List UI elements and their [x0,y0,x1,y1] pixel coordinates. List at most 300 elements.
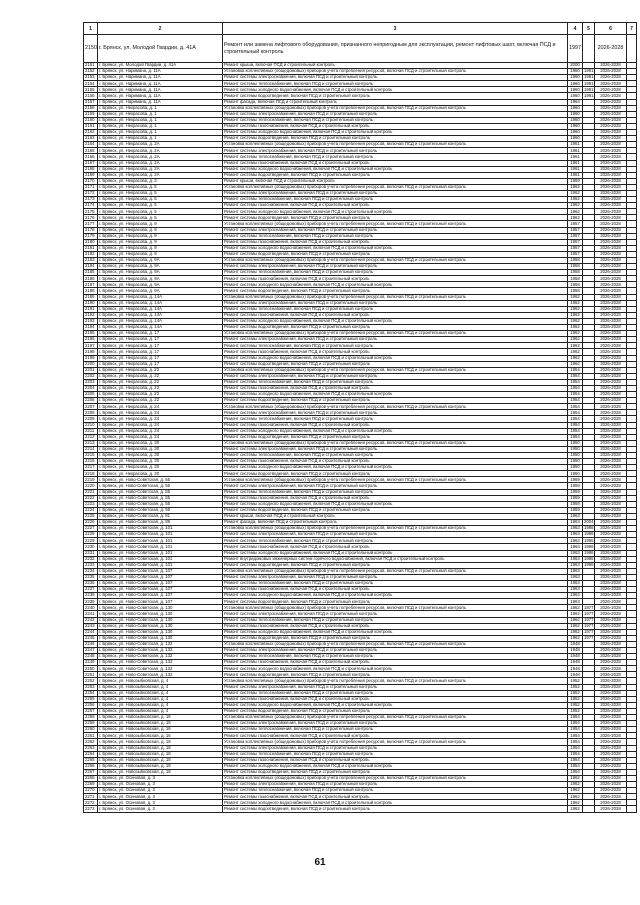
row-number: 2211 [84,428,98,434]
row-work-type: Ремонт системы электроснабжения, включая ПСД и строительный контроль [223,264,568,270]
row-work-type: Установка коллективных (общедомовых) приборов учета потребления ресурсов, включая ПСД и строительный контроль [223,526,568,532]
row-build-year: 1954 [568,721,583,727]
row-build-year: 1948 [568,672,583,678]
row-period: 2026-2028 [595,538,627,544]
row-period: 2026-2028 [595,507,627,513]
row-work-type: Ремонт системы газоснабжения, включая ПСД и строительный контроль [223,544,568,550]
row-period: 2026-2028 [595,367,627,373]
row-number: 2160 [84,117,98,123]
row-number: 2196 [84,337,98,343]
row-address: г. Брянск, ул. Новозыбковская, д. 4 [98,684,223,690]
row-work-type: Ремонт системы теплоснабжения, включая ПСД и строительный контроль [223,117,568,123]
row-build-year: 1958 [568,258,583,264]
row-period: 2026-2028 [595,361,627,367]
row-period: 2026-2028 [595,81,627,87]
row-build-year: 1954 [568,751,583,757]
row-number: 2220 [84,483,98,489]
row-work-type: Ремонт системы газоснабжения, включая ПСД и строительный контроль [223,349,568,355]
row-repair-year: 1977 [584,604,594,610]
row-period: 2026-2028 [595,300,627,306]
row-period: 2026-2028 [595,593,627,599]
row-number: 2253 [84,684,98,690]
row-build-year: 1952 [568,684,583,690]
row-work-type: Ремонт системы газоснабжения, включая ПСД и строительный контроль [223,660,568,666]
row-address: г. Брянск, ул. Ново-Советская, д. 107 [98,574,223,580]
row-number: 2225 [84,513,98,519]
row-build-year: 1950 [568,471,583,477]
row-address: г. Брянск, ул. Некрасова, д. 9А [98,264,223,270]
row-work-type: Ремонт системы теплоснабжения, включая ПСД и строительный контроль [223,489,568,495]
row-period: 2026-2028 [595,690,627,696]
row-work-type: Ремонт системы электроснабжения, включая ПСД и строительный контроль [223,611,568,617]
row-build-year: 1961 [568,166,583,172]
row-build-year: 1954 [568,763,583,769]
row-address: г. Брянск, ул. Некрасова, д. 14А [98,312,223,318]
row-number: 2263 [84,745,98,751]
row-work-type: Ремонт системы водоотведения, включая ПСД и строительный контроль [223,136,568,142]
row-repair-year: 1991 [584,80,594,86]
row-number: 2235 [84,574,98,580]
row-build-year: 1961 [568,172,583,178]
row-work-type: Ремонт системы электроснабжения, включая ПСД и строительный контроль [223,300,568,306]
row-period: 2026-2028 [595,672,627,678]
row-number: 2224 [84,507,98,513]
row-work-type: Ремонт системы холодного водоснабжения, включая ПСД и строительный контроль [223,87,568,93]
row-build-year: 1962 [568,806,583,812]
row-work-type: Ремонт системы теплоснабжения, включая ПСД и строительный контроль [223,727,568,733]
row-address: г. Брянск, ул. Новозыбковская, д. 4 [98,690,223,696]
row-period: 2026-2028 [595,520,627,526]
row-address: г. Брянск, ул. Новозыбковская, д. 18 [98,769,223,775]
row-address: г. Брянск, ул. Молодой Гвардии, д. 41А [98,35,223,63]
row-build-year: 1948 [568,666,583,672]
row-work-type: Ремонт системы теплоснабжения, включая ПСД и строительный контроль [223,197,568,203]
row-period: 2026-2028 [595,605,627,611]
row-period: 2026-2028 [595,721,627,727]
row-number: 2166 [84,154,98,160]
row-number: 2229 [84,538,98,544]
row-address: г. Брянск, ул. Ново-Советская, д. 130 [98,635,223,641]
row-build-year: 1950 [568,453,583,459]
row-number: 2243 [84,623,98,629]
row-work-type: Ремонт системы водоотведения, включая ПСД и строительный контроль [223,635,568,641]
row-period: 2026-2028 [595,556,627,562]
row-build-year: 1952 [568,708,583,714]
row-work-type: Ремонт системы газоснабжения, включая ПСД и строительный контроль [223,312,568,318]
row-address: г. Брянск, ул. Наримана, д. 11А [98,75,223,81]
table-row [84,806,637,812]
row-work-type: Ремонт системы теплоснабжения, включая ПСД и строительный контроль [223,306,568,312]
row-build-year: 1962 [568,343,583,349]
row-number: 2247 [84,648,98,654]
row-address: г. Брянск, ул. Новозыбковская, д. 16 [98,727,223,733]
row-period: 2026-2028 [595,800,627,806]
row-build-year: 1962 [568,294,583,300]
row-address: г. Брянск, ул. Новозыбковская, д. 18 [98,751,223,757]
row-address: г. Брянск, ул. Некрасова, д. 1 [98,123,223,129]
row-repair-year: 1986 [584,550,594,555]
row-period: 2026-2028 [595,428,627,434]
row-period: 2026-2028 [595,775,627,781]
row-work-type: Ремонт системы электроснабжения, включая ПСД и строительный контроль [223,648,568,654]
row-build-year: 1954 [568,379,583,385]
row-build-year: 1962 [568,788,583,794]
row-period: 2026-2028 [595,154,627,160]
row-number: 2238 [84,593,98,599]
row-build-year: 1963 [568,593,583,599]
row-number: 2188 [84,288,98,294]
row-period: 2026-2028 [595,617,627,623]
row-address: г. Брянск, ул. Новозыбковская, д. 4 [98,678,223,684]
row-period: 2026-2028 [595,343,627,349]
row-number: 2273 [84,806,98,812]
row-number: 2258 [84,715,98,721]
row-work-type: Ремонт крыши, включая ПСД и строительный контроль [223,513,568,519]
row-number: 2239 [84,599,98,605]
row-number: 2186 [84,276,98,282]
row-work-type: Ремонт системы теплоснабжения, включая ПСД и строительный контроль [223,690,568,696]
row-period: 2026-2028 [595,483,627,489]
row-work-type: Ремонт системы водоотведения, включая ПСД и строительный контроль [223,215,568,221]
row-build-year: 1962 [568,325,583,331]
row-work-type: Ремонт системы холодного водоснабжения, включая ПСД и строительный контроль [223,593,568,599]
row-number: 2202 [84,373,98,379]
row-address: г. Брянск, ул. Ново-Советская, д. 101 [98,526,223,532]
row-address: г. Брянск, ул. Некрасова, д. 9А [98,270,223,276]
row-period: 2026-2028 [595,696,627,702]
row-address: г. Брянск, ул. Ново-Советская, д. 107 [98,568,223,574]
row-period: 2026-2028 [595,715,627,721]
row-build-year: 1954 [568,367,583,373]
row-build-year: 1958 [568,264,583,270]
row-period: 2026-2028 [595,641,627,647]
row-period: 2026-2028 [595,373,627,379]
row-work-type: Ремонт системы электроснабжения, включая ПСД и строительный контроль [223,745,568,751]
row-number: 2240 [84,605,98,611]
row-address: г. Брянск, ул. Некрасова, д. 9 [98,233,223,239]
row-work-type: Ремонт системы газоснабжения, включая ПСД и строительный контроль [223,587,568,593]
row-work-type: Установка коллективных (общедомовых) приборов учета потребления ресурсов, включая ПСД и строительный контроль [223,69,568,75]
row-work-type: Ремонт системы водоотведения, включая ПСД и строительный контроль [223,806,568,812]
row-period: 2026-2028 [595,410,627,416]
row-build-year: 1962 [568,197,583,203]
row-period: 2026-2028 [595,331,627,337]
row-address: г. Брянск, ул. Осиновая, д. 3 [98,775,223,781]
row-address: г. Брянск, ул. Ново-Советская, д. 130 [98,629,223,635]
row-repair-year: 1991 [584,92,594,98]
row-build-year: 1962 [568,203,583,209]
row-period: 2026-2028 [595,184,627,190]
row-number: 2180 [84,239,98,245]
row-period: 2026-2028 [595,123,627,129]
row-address: г. Брянск, ул. Ново-Советская, д. 107 [98,587,223,593]
row-number: 2265 [84,757,98,763]
row-build-year: 1952 [568,678,583,684]
row-build-year: 1962 [568,349,583,355]
row-period: 2026-2028 [595,471,627,477]
row-work-type: Ремонт системы электроснабжения, включая ПСД и строительный контроль [223,684,568,690]
row-period: 2026-2028 [595,794,627,800]
row-address: г. Брянск, ул. Некрасова, д. 2А [98,166,223,172]
row-work-type: Установка коллективных (общедомовых) приборов учета потребления ресурсов, включая ПСД и строительный контроль [223,142,568,148]
row-number: 2178 [84,227,98,233]
row-address: г. Брянск, ул. Некрасова, д. 2А [98,160,223,166]
row-address: г. Брянск, ул. Ново-Советская, д. 132 [98,672,223,678]
row-build-year: 1963 [568,532,583,538]
row-work-type: Установка коллективных (общедомовых) приборов учета потребления ресурсов, включая ПСД и строительный контроль [223,331,568,337]
row-work-type: Ремонт системы электроснабжения, включая ПСД и строительный контроль [223,410,568,416]
row-build-year: 1962 [568,629,583,635]
row-period: 2026-2028 [595,392,627,398]
row-address: г. Брянск, ул. Наримана, д. 11А [98,81,223,87]
row-address: г. Брянск, ул. Некрасова, д. 1 [98,130,223,136]
row-repair-year: 1991 [584,74,594,80]
row-period: 2026-2028 [595,446,627,452]
row-period: 2026-2028 [595,574,627,580]
row-address: г. Брянск, ул. Некрасова, д. 9 [98,251,223,257]
row-period: 2026-2028 [595,513,627,519]
row-address: г. Брянск, ул. Новозыбковская, д. 16 [98,733,223,739]
row-number: 2268 [84,775,98,781]
row-work-type: Ремонт системы холодного водоснабжения, включая ПСД и строительный контроль [223,245,568,251]
row-period: 2026-2028 [595,398,627,404]
row-build-year: 1957 [568,245,583,251]
row-period: 2026-2028 [595,203,627,209]
row-address: г. Брянск, ул. Новозыбковская, д. 18 [98,745,223,751]
row-build-year: 1952 [568,696,583,702]
row-work-type: Установка коллективных (общедомовых) приборов учета потребления ресурсов, включая ПСД и строительный контроль [223,105,568,111]
col-header-6: 6 [595,23,627,35]
row-period: 2026-2028 [595,769,627,775]
row-number: 2175 [84,209,98,215]
row-number: 2215 [84,453,98,459]
row-build-year: 1959 [568,489,583,495]
row-period: 2026-2028 [595,465,627,471]
row-work-type: Ремонт системы водоотведения, включая ПСД и строительный контроль [223,562,568,568]
row-number: 2241 [84,611,98,617]
row-build-year: 1954 [568,428,583,434]
row-period: 2026-2028 [595,99,627,105]
row-number: 2153 [84,75,98,81]
row-work-type: Установка коллективных (общедомовых) приборов учета потребления ресурсов, включая ПСД и строительный контроль [223,440,568,446]
row-number: 2252 [84,678,98,684]
row-work-type: Ремонт системы теплоснабжения, включая ПСД и строительный контроль [223,654,568,660]
row-address: г. Брянск, ул. Некрасова, д. 5 [98,215,223,221]
row-work-type: Ремонт крыши, включая ПСД и строительный контроль [223,178,568,184]
row-work-type: Ремонт внутридомовых инженерных систем горячего водоснабжения, включая ПСД и строительный контроль [223,556,568,562]
row-build-year: 1950 [568,459,583,465]
row-number: 2164 [84,142,98,148]
row-address: г. Брянск, ул. Некрасова, д. 24 [98,416,223,422]
row-period: 2026-2028 [595,142,627,148]
row-build-year: 1959 [568,477,583,483]
row-work-type: Ремонт системы газоснабжения, включая ПСД и строительный контроль [223,276,568,282]
row-number: 2203 [84,379,98,385]
row-number: 2261 [84,733,98,739]
row-extra [627,806,637,812]
row-number: 2159 [84,111,98,117]
row-address: г. Брянск, ул. Ново-Советская, д. 107 [98,593,223,599]
row-period: 2026-2028 [595,708,627,714]
row-period: 2026-2028 [595,379,627,385]
row-number: 2167 [84,160,98,166]
row-period: 2026-2028 [595,178,627,184]
row-work-type: Ремонт системы газоснабжения, включая ПСД и строительный контроль [223,203,568,209]
row-period: 2026-2028 [595,404,627,410]
row-address: г. Брянск, ул. Ново-Советская, д. 132 [98,641,223,647]
row-period: 2026-2028 [595,172,627,178]
row-address: г. Брянск, ул. Ново-Советская, д. 132 [98,648,223,654]
row-period: 2026-2028 [595,526,627,532]
row-build-year: 1962 [568,361,583,367]
row-build-year: 1954 [568,715,583,721]
row-build-year: 1954 [568,404,583,410]
row-period: 2026-2028 [595,160,627,166]
row-work-type: Ремонт системы водоотведения, включая ПСД и строительный контроль [223,471,568,477]
row-build-year: 1963 [568,568,583,574]
row-number: 2242 [84,617,98,623]
row-work-type: Ремонт системы водоотведения, включая ПСД и строительный контроль [223,708,568,714]
row-number: 2168 [84,166,98,172]
row-number: 2218 [84,471,98,477]
row-build-year: 1963 [568,520,583,526]
row-build-year: 1963 [568,538,583,544]
row-build-year: 1963 [568,544,583,550]
row-work-type: Ремонт системы теплоснабжения, включая ПСД и строительный контроль [223,580,568,586]
row-address: г. Брянск, ул. Некрасова, д. 22 [98,398,223,404]
row-repair-year: 1977 [584,610,594,616]
row-number: 2221 [84,489,98,495]
capital-repair-table-sheet [83,22,636,813]
row-address: г. Брянск, ул. Некрасова, д. 1 [98,117,223,123]
row-number: 2201 [84,367,98,373]
row-work-type: Ремонт системы газоснабжения, включая ПСД и строительный контроль [223,160,568,166]
row-number: 2191 [84,306,98,312]
row-address: г. Брянск, ул. Ново-Советская, д. 101 [98,538,223,544]
row-period: 2026-2028 [595,258,627,264]
row-period: 2026-2028 [595,623,627,629]
row-build-year: 1954 [568,373,583,379]
row-period: 2026-2028 [595,702,627,708]
row-number: 2205 [84,392,98,398]
row-work-type: Ремонт системы водоотведения, включая ПСД и строительный контроль [223,434,568,440]
row-address: г. Брянск, ул. Ново-Советская, д. 89 [98,520,223,526]
row-address: г. Брянск, ул. Ново-Советская, д. 101 [98,544,223,550]
row-number: 2174 [84,203,98,209]
row-work-type: Ремонт или замена лифтового оборудования, признанного непригодным для эксплуатации, ремонт лифтовых шахт, включая ПСД и строительный контроль [223,35,568,63]
row-work-type: Ремонт системы холодного водоснабжения, включая ПСД и строительный контроль [223,465,568,471]
row-period: 2026-2028 [595,282,627,288]
row-period: 2026-2028 [595,251,627,257]
row-period: 2026-2028 [595,501,627,507]
row-build-year: 1957 [568,227,583,233]
row-build-year: 1962 [568,355,583,361]
row-period: 2026-2028 [595,666,627,672]
row-number: 2249 [84,660,98,666]
row-work-type: Ремонт системы электроснабжения, включая ПСД и строительный контроль [223,148,568,154]
row-address: г. Брянск, ул. Ново-Советская, д. 130 [98,617,223,623]
row-period: 2026-2028 [595,599,627,605]
row-address: г. Брянск, ул. Некрасова, д. 17 [98,355,223,361]
row-work-type: Ремонт системы теплоснабжения, включая ПСД и строительный контроль [223,233,568,239]
row-address: г. Брянск, ул. Некрасова, д. 30 [98,440,223,446]
row-number: 2260 [84,727,98,733]
row-work-type: Ремонт системы электроснабжения, включая ПСД и строительный контроль [223,190,568,196]
row-build-year: 1958 [568,270,583,276]
row-address: г. Брянск, ул. Некрасова, д. 30 [98,453,223,459]
row-number: 2234 [84,568,98,574]
row-number: 2213 [84,440,98,446]
row-work-type: Ремонт системы водоотведения, включая ПСД и строительный контроль [223,672,568,678]
table-rows [84,63,637,813]
row-build-year: 1954 [568,385,583,391]
row-work-type: Ремонт системы электроснабжения, включая ПСД и строительный контроль [223,373,568,379]
row-number: 2198 [84,349,98,355]
row-number: 2226 [84,520,98,526]
row-number: 2158 [84,105,98,111]
row-period: 2026-2028 [595,806,627,812]
row-build-year: 1959 [568,495,583,501]
row-address: г. Брянск, ул. Некрасова, д. 3 [98,178,223,184]
row-number: 2192 [84,312,98,318]
row-period: 2026-2028 [595,190,627,196]
row-number: 2170 [84,178,98,184]
row-address: г. Брянск, ул. Некрасова, д. 17 [98,337,223,343]
col-header-7: 7 [627,23,637,35]
row-address: г. Брянск, ул. Некрасова, д. 5 [98,203,223,209]
row-number: 2197 [84,343,98,349]
row-address: г. Брянск, ул. Новозыбковская, д. 16 [98,715,223,721]
row-build-year: 1948 [568,660,583,666]
row-address: г. Брянск, ул. Новозыбковская, д. 4 [98,702,223,708]
row-build-year: 1954 [568,739,583,745]
row-work-type: Ремонт системы водоотведения, включая ПСД и строительный контроль [223,172,568,178]
row-number: 2231 [84,550,98,556]
row-period: 2026-2028 [595,544,627,550]
row-address: г. Брянск, ул. Новозыбковская, д. 18 [98,757,223,763]
row-repair-year: 1977 [584,617,594,622]
row-period: 2026-2028 [595,166,627,172]
row-address: г. Брянск, ул. Осиновая, д. 3 [98,806,223,812]
row-build-year: 1959 [568,501,583,507]
row-period: 2026-2028 [595,459,627,465]
row-repair-year [583,806,595,812]
row-address: г. Брянск, ул. Осиновая, д. 3 [98,800,223,806]
row-number: 2257 [84,708,98,714]
row-number: 2219 [84,477,98,483]
row-work-type: Ремонт системы электроснабжения, включая ПСД и строительный контроль [223,75,568,81]
row-build-year: 1962 [568,775,583,781]
row-work-type: Ремонт системы водоотведения, включая ПСД и строительный контроль [223,93,568,99]
row-build-year: 1962 [568,337,583,343]
row-work-type: Установка коллективных (общедомовых) приборов учета потребления ресурсов, включая ПСД и строительный контроль [223,294,568,300]
row-number: 2236 [84,580,98,586]
row-number: 2216 [84,459,98,465]
row-work-type: Ремонт системы газоснабжения, включая ПСД и строительный контроль [223,623,568,629]
row-period: 2026-2028 [595,148,627,154]
row-work-type: Ремонт системы газоснабжения, включая ПСД и строительный контроль [223,495,568,501]
row-period: 2026-2028 [595,63,627,69]
row-address: г. Брянск, ул. Некрасова, д. 9А [98,276,223,282]
row-work-type: Установка коллективных (общедомовых) приборов учета потребления ресурсов, включая ПСД и строительный контроль [223,258,568,264]
col-header-5: 5 [583,23,595,35]
row-number: 2271 [84,794,98,800]
row-period: 2026-2028 [595,587,627,593]
row-work-type: Ремонт системы газоснабжения, включая ПСД и строительный контроль [223,696,568,702]
row-build-year: 1954 [568,434,583,440]
row-period: 2026-2028 [595,611,627,617]
row-work-type: Ремонт системы газоснабжения, включая ПСД и строительный контроль [223,422,568,428]
